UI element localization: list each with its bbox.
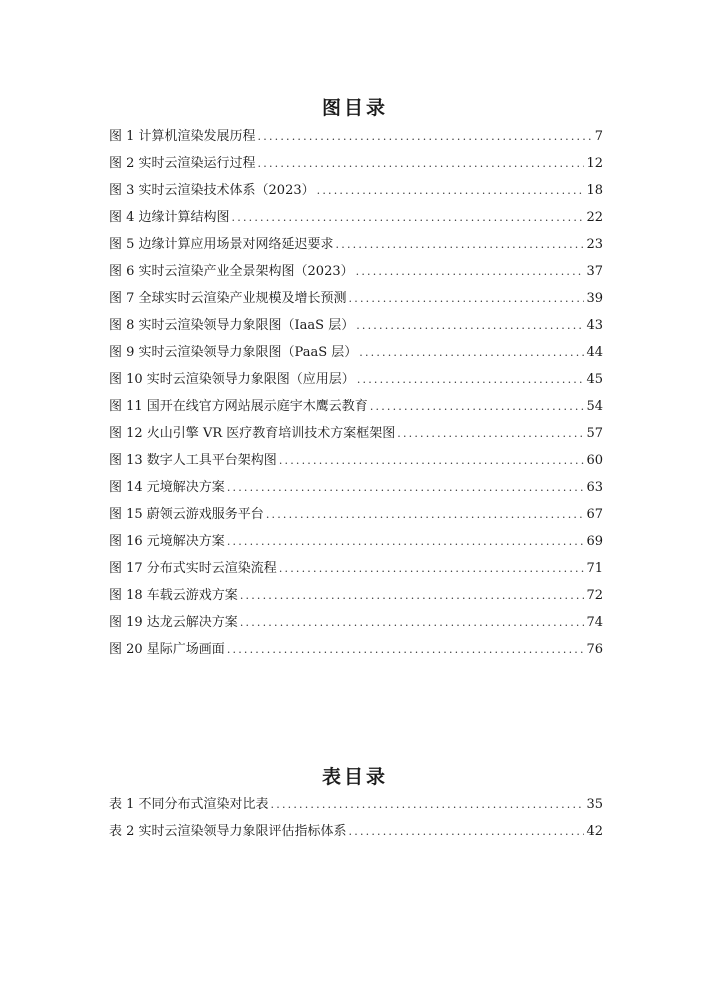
toc-entry-page: 45 bbox=[586, 372, 603, 387]
leader-dots bbox=[240, 587, 585, 605]
toc-entry-page: 63 bbox=[586, 480, 603, 495]
leader-dots bbox=[258, 128, 593, 146]
toc-entry[interactable] bbox=[109, 533, 603, 551]
toc-entry-label: 图 8 实时云渲染领导力象限图（IaaS 层） bbox=[109, 318, 355, 333]
toc-entry-page: 44 bbox=[586, 345, 603, 360]
leader-dots bbox=[258, 155, 585, 173]
toc-entry[interactable] bbox=[109, 236, 603, 254]
toc-entry-page: 22 bbox=[586, 210, 603, 225]
toc-entry-page: 37 bbox=[586, 264, 603, 279]
figure-list bbox=[109, 128, 603, 668]
toc-entry[interactable] bbox=[109, 452, 603, 470]
leader-dots bbox=[240, 614, 585, 632]
toc-entry-page: 35 bbox=[586, 797, 603, 812]
leader-dots bbox=[356, 317, 584, 335]
toc-entry-page: 71 bbox=[586, 561, 603, 576]
toc-entry-page: 60 bbox=[586, 453, 603, 468]
toc-entry-label: 图 2 实时云渲染运行过程 bbox=[109, 156, 256, 171]
leader-dots bbox=[359, 344, 584, 362]
leader-dots bbox=[357, 371, 585, 389]
toc-entry-label: 表 1 不同分布式渲染对比表 bbox=[109, 797, 269, 812]
toc-entry[interactable] bbox=[109, 398, 603, 416]
toc-entry-page: 74 bbox=[586, 615, 603, 630]
toc-entry-page: 72 bbox=[586, 588, 603, 603]
toc-entry-label: 图 12 火山引擎 VR 医疗教育培训技术方案框架图 bbox=[109, 426, 396, 441]
table-list bbox=[109, 796, 603, 850]
leader-dots bbox=[266, 506, 585, 524]
toc-entry-label: 图 6 实时云渲染产业全景架构图（2023） bbox=[109, 264, 354, 279]
toc-entry-page: 54 bbox=[586, 399, 603, 414]
toc-entry-label: 图 13 数字人工具平台架构图 bbox=[109, 453, 277, 468]
toc-entry-label: 图 19 达龙云解决方案 bbox=[109, 615, 238, 630]
toc-entry[interactable] bbox=[109, 479, 603, 497]
toc-entry-label: 图 5 边缘计算应用场景对网络延迟要求 bbox=[109, 237, 334, 252]
toc-entry-label: 图 20 星际广场画面 bbox=[109, 642, 225, 657]
toc-entry-label: 图 16 元境解决方案 bbox=[109, 534, 225, 549]
leader-dots bbox=[370, 398, 585, 416]
toc-entry-page: 18 bbox=[586, 183, 603, 198]
toc-entry-page: 57 bbox=[586, 426, 603, 441]
toc-entry-label: 表 2 实时云渲染领导力象限评估指标体系 bbox=[109, 824, 347, 839]
toc-entry[interactable] bbox=[109, 823, 603, 841]
leader-dots bbox=[271, 796, 585, 814]
leader-dots bbox=[279, 560, 585, 578]
figure-list-heading: 图目录 bbox=[321, 97, 388, 119]
toc-entry[interactable] bbox=[109, 128, 603, 146]
toc-entry[interactable] bbox=[109, 344, 603, 362]
leader-dots bbox=[227, 479, 585, 497]
leader-dots bbox=[356, 263, 585, 281]
toc-entry-page: 67 bbox=[586, 507, 603, 522]
toc-entry-label: 图 3 实时云渲染技术体系（2023） bbox=[109, 183, 315, 198]
toc-entry-page: 43 bbox=[586, 318, 603, 333]
leader-dots bbox=[232, 209, 585, 227]
toc-entry[interactable] bbox=[109, 796, 603, 814]
toc-entry[interactable] bbox=[109, 317, 603, 335]
leader-dots bbox=[336, 236, 585, 254]
toc-entry-page: 39 bbox=[586, 291, 603, 306]
toc-entry[interactable] bbox=[109, 290, 603, 308]
toc-entry[interactable] bbox=[109, 641, 603, 659]
toc-entry-label: 图 18 车载云游戏方案 bbox=[109, 588, 238, 603]
toc-entry[interactable] bbox=[109, 263, 603, 281]
leader-dots bbox=[397, 425, 584, 443]
toc-entry-label: 图 10 实时云渲染领导力象限图（应用层） bbox=[109, 372, 355, 387]
toc-entry-label: 图 14 元境解决方案 bbox=[109, 480, 225, 495]
toc-entry-page: 42 bbox=[586, 824, 603, 839]
leader-dots bbox=[227, 533, 585, 551]
toc-entry-page: 7 bbox=[594, 129, 603, 144]
leader-dots bbox=[349, 290, 585, 308]
leader-dots bbox=[227, 641, 585, 659]
toc-entry-page: 69 bbox=[586, 534, 603, 549]
leader-dots bbox=[317, 182, 585, 200]
toc-entry-page: 23 bbox=[586, 237, 603, 252]
table-list-heading: 表目录 bbox=[321, 766, 388, 788]
toc-entry[interactable] bbox=[109, 425, 603, 443]
toc-entry-label: 图 7 全球实时云渲染产业规模及增长预测 bbox=[109, 291, 347, 306]
toc-entry[interactable] bbox=[109, 560, 603, 578]
toc-entry[interactable] bbox=[109, 614, 603, 632]
leader-dots bbox=[349, 823, 585, 841]
toc-entry-label: 图 9 实时云渲染领导力象限图（PaaS 层） bbox=[109, 345, 358, 360]
toc-entry-label: 图 4 边缘计算结构图 bbox=[109, 210, 230, 225]
toc-entry[interactable] bbox=[109, 155, 603, 173]
toc-entry[interactable] bbox=[109, 182, 603, 200]
toc-entry-page: 76 bbox=[586, 642, 603, 657]
toc-entry-label: 图 1 计算机渲染发展历程 bbox=[109, 129, 256, 144]
toc-entry[interactable] bbox=[109, 506, 603, 524]
toc-entry-label: 图 15 蔚领云游戏服务平台 bbox=[109, 507, 264, 522]
toc-entry-label: 图 17 分布式实时云渲染流程 bbox=[109, 561, 277, 576]
toc-entry[interactable] bbox=[109, 587, 603, 605]
toc-entry-label: 图 11 国开在线官方网站展示庭宇木鹰云教育 bbox=[109, 399, 368, 414]
leader-dots bbox=[279, 452, 585, 470]
toc-entry-page: 12 bbox=[586, 156, 603, 171]
toc-entry[interactable] bbox=[109, 371, 603, 389]
toc-entry[interactable] bbox=[109, 209, 603, 227]
